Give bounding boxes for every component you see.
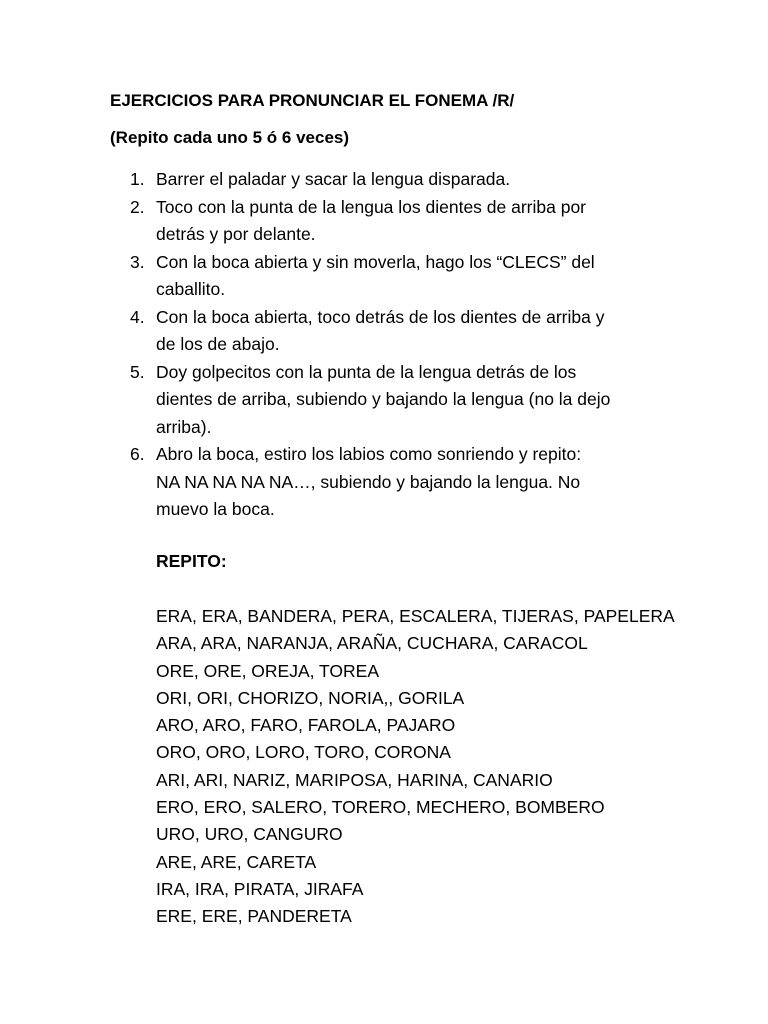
repito-heading: REPITO: [156, 551, 227, 571]
step-number: 1. [130, 169, 145, 189]
step-text-line: Toco con la punta de la lengua los dientes de arriba por [156, 196, 587, 217]
word-line: IRA, IRA, PIRATA, JIRAFA [156, 878, 364, 899]
word-line: ERA, ERA, BANDERA, PERA, ESCALERA, TIJERAS, PAPELERA [156, 606, 675, 626]
step-number: 2. [130, 196, 145, 217]
word-line: ORO, ORO, LORO, TORO, CORONA [156, 742, 451, 763]
word-line: ERO, ERO, SALERO, TORERO, MECHERO, BOMBERO [156, 797, 605, 818]
word-line: ORI, ORI, CHORIZO, NORIA,, GORILA [156, 687, 465, 708]
step-text-line: detrás y por delante. [156, 224, 316, 244]
word-line: ARA, ARA, NARANJA, ARAÑA, CUCHARA, CARACOL [156, 633, 588, 654]
exercise-step-1 [110, 166, 670, 194]
step-text-line: Con la boca abierta, toco detrás de los dientes de arriba y [156, 306, 605, 327]
step-number: 3. [130, 251, 145, 272]
word-line: URO, URO, CANGURO [156, 824, 343, 845]
word-line: ERE, ERE, PANDERETA [156, 906, 352, 927]
step-text-line: dientes de arriba, subiendo y bajando la lengua (no la dejo [156, 389, 611, 409]
step-text-line: Abro la boca, estiro los labios como sonriendo y repito: [156, 444, 582, 464]
word-line: ORE, ORE, OREJA, TOREA [156, 660, 380, 681]
exercise-step-5 [110, 359, 670, 442]
page-title: EJERCICIOS PARA PRONUNCIAR EL FONEMA /R/ [110, 91, 515, 110]
step-number: 5. [130, 361, 145, 382]
step-text-line: Con la boca abierta y sin moverla, hago los “CLECS” del [156, 251, 595, 272]
repetition-word-list [156, 603, 675, 931]
step-text-line: arriba). [156, 416, 212, 437]
exercise-step-6 [110, 441, 670, 524]
step-number: 4. [130, 306, 145, 327]
step-text-line: NA NA NA NA NA…, subiendo y bajando la lengua. No [156, 471, 581, 492]
step-text-line: de los de abajo. [156, 334, 280, 354]
page-subtitle: (Repito cada uno 5 ó 6 veces) [110, 128, 350, 147]
word-line: ARI, ARI, NARIZ, MARIPOSA, HARINA, CANARIO [156, 769, 553, 790]
step-text-line: caballito. [156, 279, 226, 299]
step-text-line: muevo la boca. [156, 499, 275, 519]
exercise-step-4 [110, 304, 670, 359]
word-line: ARO, ARO, FARO, FAROLA, PAJARO [156, 715, 456, 736]
step-text-line: Barrer el paladar y sacar la lengua disparada. [156, 169, 511, 189]
exercise-steps-list [110, 166, 670, 524]
step-text-line: Doy golpecitos con la punta de la lengua detrás de los [156, 361, 577, 382]
exercise-step-3 [110, 249, 670, 304]
word-line: ARE, ARE, CARETA [156, 851, 317, 872]
exercise-step-2 [110, 194, 670, 249]
step-number: 6. [130, 444, 145, 464]
